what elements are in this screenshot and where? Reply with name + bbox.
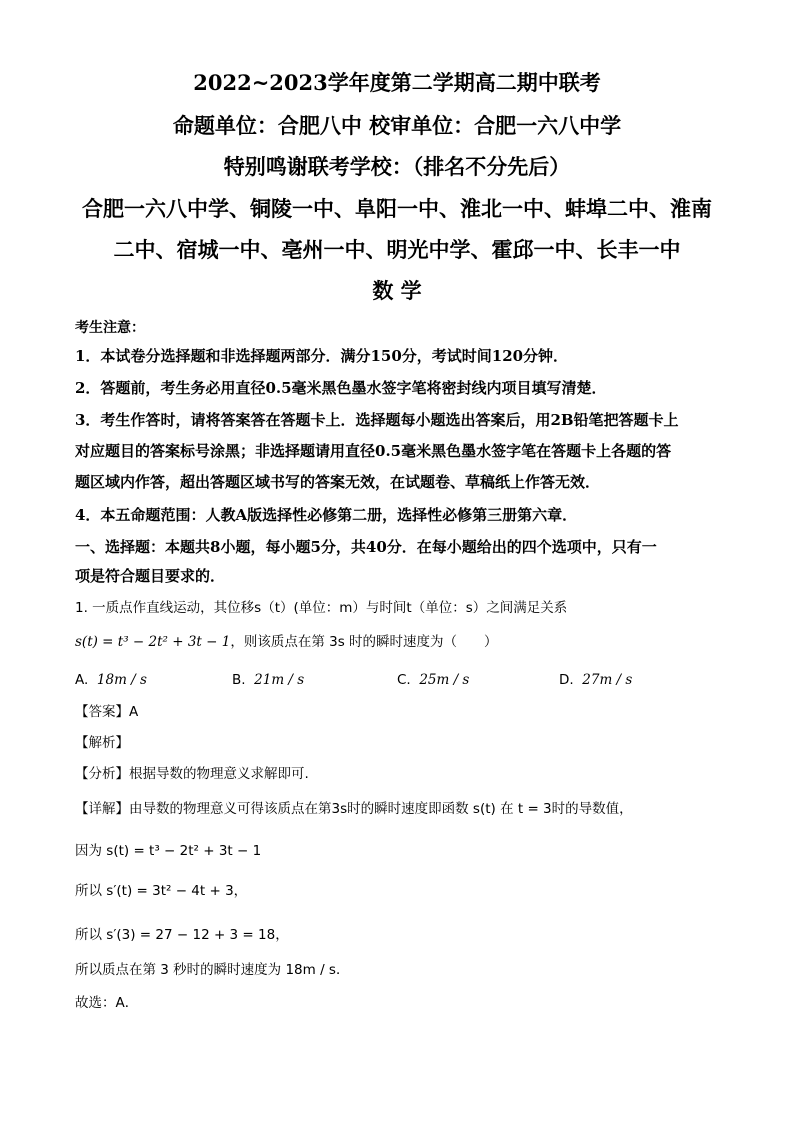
section-heading-line-1: 一、选择题：本题共8小题，每小题5分，共40分．在每小题给出的四个选项中，只有一: [75, 538, 657, 556]
question-1-formula: s(t) = t³ − 2t² + 3t − 1: [75, 634, 231, 650]
detail-line-1: 【详解】由导数的物理意义可得该质点在第3s时的瞬时速度即函数 s(t) 在 t = 3时的导数值，: [75, 801, 633, 817]
schools-line-1: 合肥一六八中学、铜陵一中、阜阳一中、淮北一中、蚌埠二中、淮南: [82, 196, 712, 221]
analysis-summary: 【分析】根据导数的物理意义求解即可.: [75, 766, 309, 782]
option-c: C. 25m / s: [397, 672, 470, 688]
question-1-prompt: ，则该质点在第 3s 时的瞬时速度为（ ）: [230, 634, 498, 650]
conclusion-line: 故选：A．: [75, 995, 139, 1011]
section-heading-line-2: 项是符合题目要求的．: [75, 567, 226, 585]
question-1-stem: 1. 一质点作直线运动，其位移s（t）(单位：m）与时间t（单位：s）之间满足关系: [75, 600, 568, 616]
question-1-formula-line: [75, 632, 498, 652]
exam-units: 命题单位：合肥八中 校审单位：合肥一六八中学: [172, 113, 622, 138]
detail-line-4: 所以 s′(3) = 27 − 12 + 3 = 18，: [75, 927, 289, 943]
analysis-label: 【解析】: [75, 735, 129, 751]
notice-item-3-line-3: 题区域内作答，超出答题区域书写的答案无效，在试题卷、草稿纸上作答无效．: [75, 473, 601, 491]
notice-item-1: 1．本试卷分选择题和非选择题两部分．满分150分，考试时间120分钟．: [75, 347, 569, 365]
notice-item-3-line-1: 3．考生作答时，请将答案答在答题卡上．选择题每小题选出答案后，用2B铅笔把答题卡上: [75, 411, 679, 429]
detail-line-3: 所以 s′(t) = 3t² − 4t + 3，: [75, 883, 248, 899]
option-b: B. 21m / s: [232, 672, 305, 688]
option-a: A. 18m / s: [75, 672, 147, 688]
detail-line-5: 所以质点在第 3 秒时的瞬时速度为 18m / s．: [75, 962, 350, 978]
notice-heading: 考生注意：: [75, 320, 145, 336]
detail-line-2: 因为 s(t) = t³ − 2t² + 3t − 1: [75, 843, 262, 859]
answer-line: 【答案】A: [75, 704, 139, 720]
exam-title: 2022~2023学年度第二学期高二期中联考: [193, 70, 601, 95]
option-d: D. 27m / s: [559, 672, 633, 688]
subject-title: 数 学: [372, 278, 422, 303]
thanks-line: 特别鸣谢联考学校：（排名不分先后）: [223, 154, 571, 179]
notice-item-2: 2．答题前，考生务必用直径0.5毫米黑色墨水签字笔将密封线内项目填写清楚．: [75, 379, 607, 397]
schools-line-2: 二中、宿城一中、亳州一中、明光中学、霍邱一中、长丰一中: [113, 237, 681, 262]
notice-item-3-line-2: 对应题目的答案标号涂黑；非选择题请用直径0.5毫米黑色墨水签字笔在答题卡上各题的答: [75, 442, 672, 460]
notice-item-4: 4．本五命题范围：人教A版选择性必修第二册，选择性必修第三册第六章．: [75, 506, 578, 524]
